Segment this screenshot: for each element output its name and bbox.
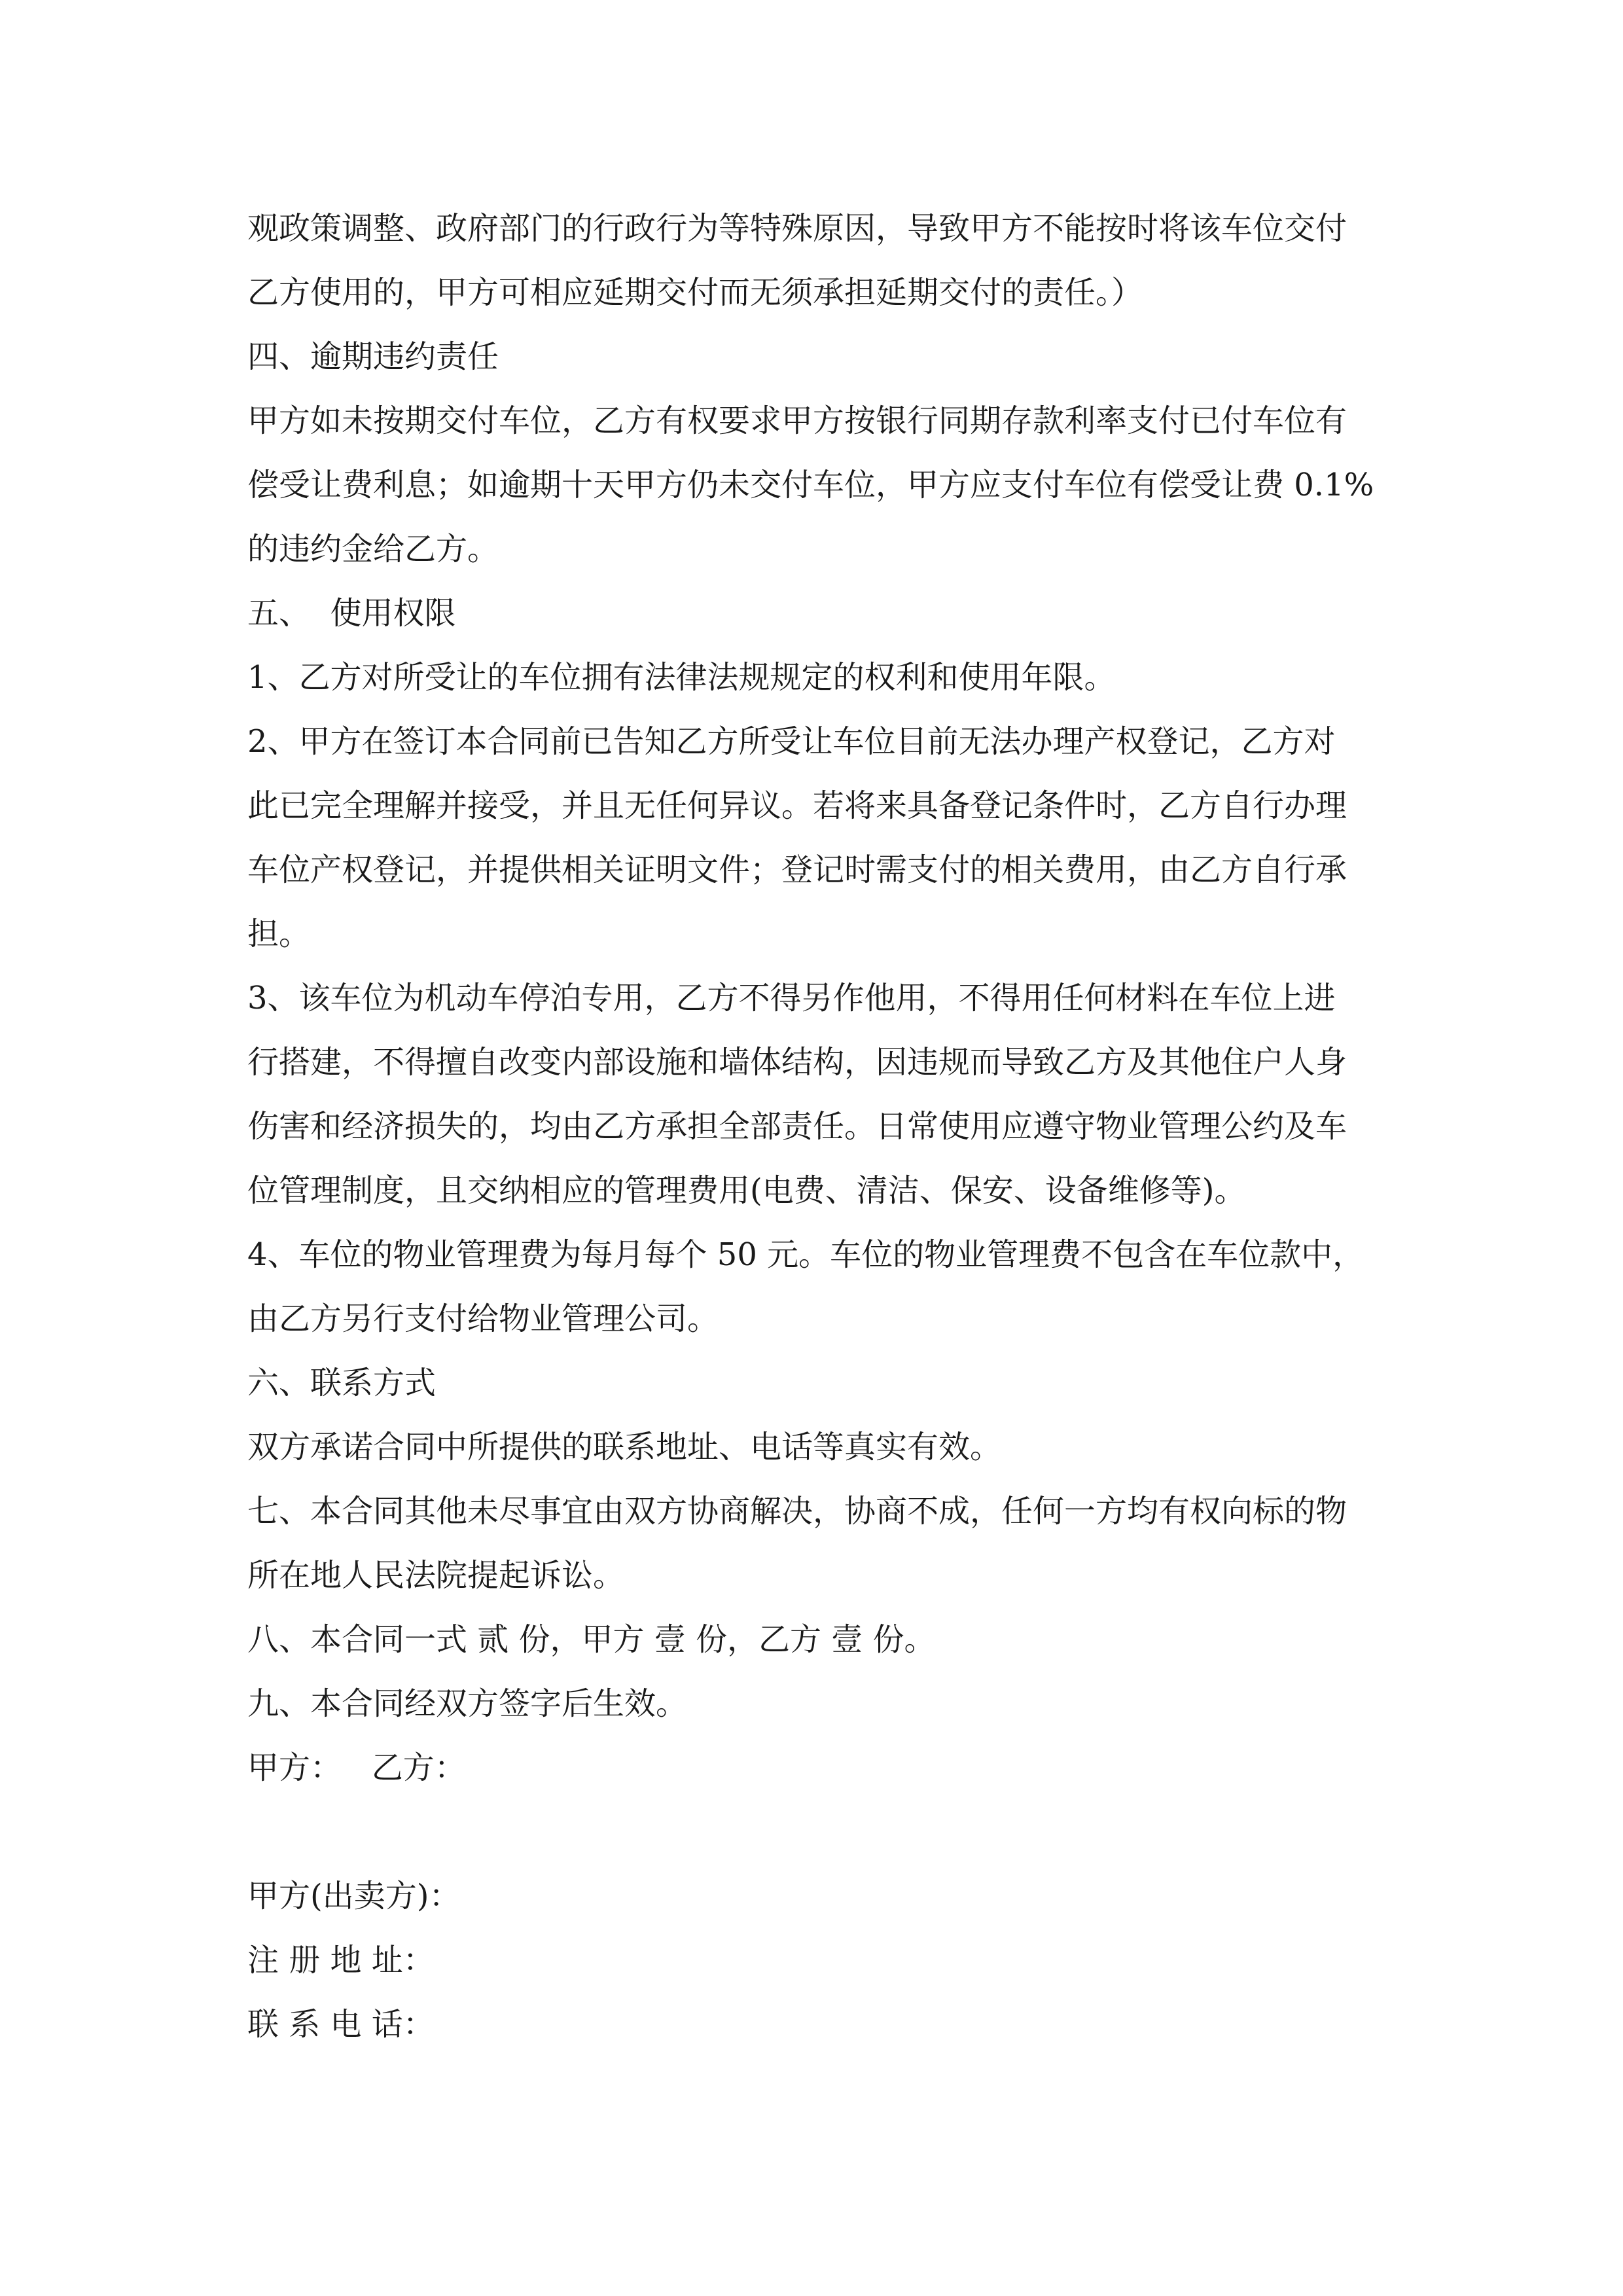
parties-line: 甲方： 乙方： — [247, 1749, 466, 1786]
text-line: 伤害和经济损失的，均由乙方承担全部责任。日常使用应遵守物业管理公约及车 — [247, 1108, 1347, 1145]
seller-label: 甲方(出卖方)： — [247, 1878, 461, 1914]
text-line: 甲方如未按期交付车位，乙方有权要求甲方按银行同期存款利率支付已付车位有 — [247, 403, 1347, 439]
clause-1: 1、乙方对所受让的车位拥有法律法规规定的权利和使用年限。 — [247, 659, 1116, 696]
contract-page — [247, 196, 1399, 2056]
text-line: 双方承诺合同中所提供的联系地址、电话等真实有效。 — [247, 1429, 1002, 1465]
section-heading-4: 四、逾期违约责任 — [247, 338, 499, 375]
text-line: 由乙方另行支付给物业管理公司。 — [247, 1300, 719, 1337]
section-8: 八、本合同一式 贰 份，甲方 壹 份，乙方 壹 份。 — [247, 1621, 936, 1658]
text-line: 偿受让费利息；如逾期十天甲方仍未交付车位，甲方应支付车位有偿受让费 0.1% — [247, 467, 1374, 503]
blank-gap — [247, 1800, 1399, 1864]
section-9: 九、本合同经双方签字后生效。 — [247, 1685, 688, 1722]
clause-4: 4、车位的物业管理费为每月每个 50 元。车位的物业管理费不包含在车位款中， — [247, 1236, 1364, 1273]
text-line: 此已完全理解并接受，并且无任何异议。若将来具备登记条件时，乙方自行办理 — [247, 787, 1347, 824]
section-7: 七、本合同其他未尽事宜由双方协商解决，协商不成，任何一方均有权向标的物 — [247, 1493, 1347, 1530]
text-line: 担。 — [247, 916, 311, 952]
text-line: 的违约金给乙方。 — [247, 531, 499, 567]
section-heading-6: 六、联系方式 — [247, 1365, 437, 1401]
section-heading-5: 五、 使用权限 — [247, 595, 456, 632]
clause-3: 3、该车位为机动车停泊专用，乙方不得另作他用，不得用任何材料在车位上进 — [247, 980, 1336, 1016]
text-line: 观政策调整、政府部门的行政行为等特殊原因，导致甲方不能按时将该车位交付 — [247, 210, 1347, 247]
registered-address-label: 注 册 地 址： — [247, 1942, 435, 1979]
text-line: 乙方使用的，甲方可相应延期交付而无须承担延期交付的责任。） — [247, 274, 1143, 311]
text-line: 位管理制度，且交纳相应的管理费用(电费、清洁、保安、设备维修等)。 — [247, 1172, 1246, 1209]
clause-2: 2、甲方在签订本合同前已告知乙方所受让车位目前无法办理产权登记，乙方对 — [247, 723, 1336, 760]
text-line: 所在地人民法院提起诉讼。 — [247, 1557, 625, 1594]
text-line: 行搭建，不得擅自改变内部设施和墙体结构，因违规而导致乙方及其他住户人身 — [247, 1044, 1347, 1081]
text-line: 车位产权登记，并提供相关证明文件；登记时需支付的相关费用，由乙方自行承 — [247, 852, 1347, 888]
contact-phone-label: 联 系 电 话： — [247, 2006, 435, 2043]
